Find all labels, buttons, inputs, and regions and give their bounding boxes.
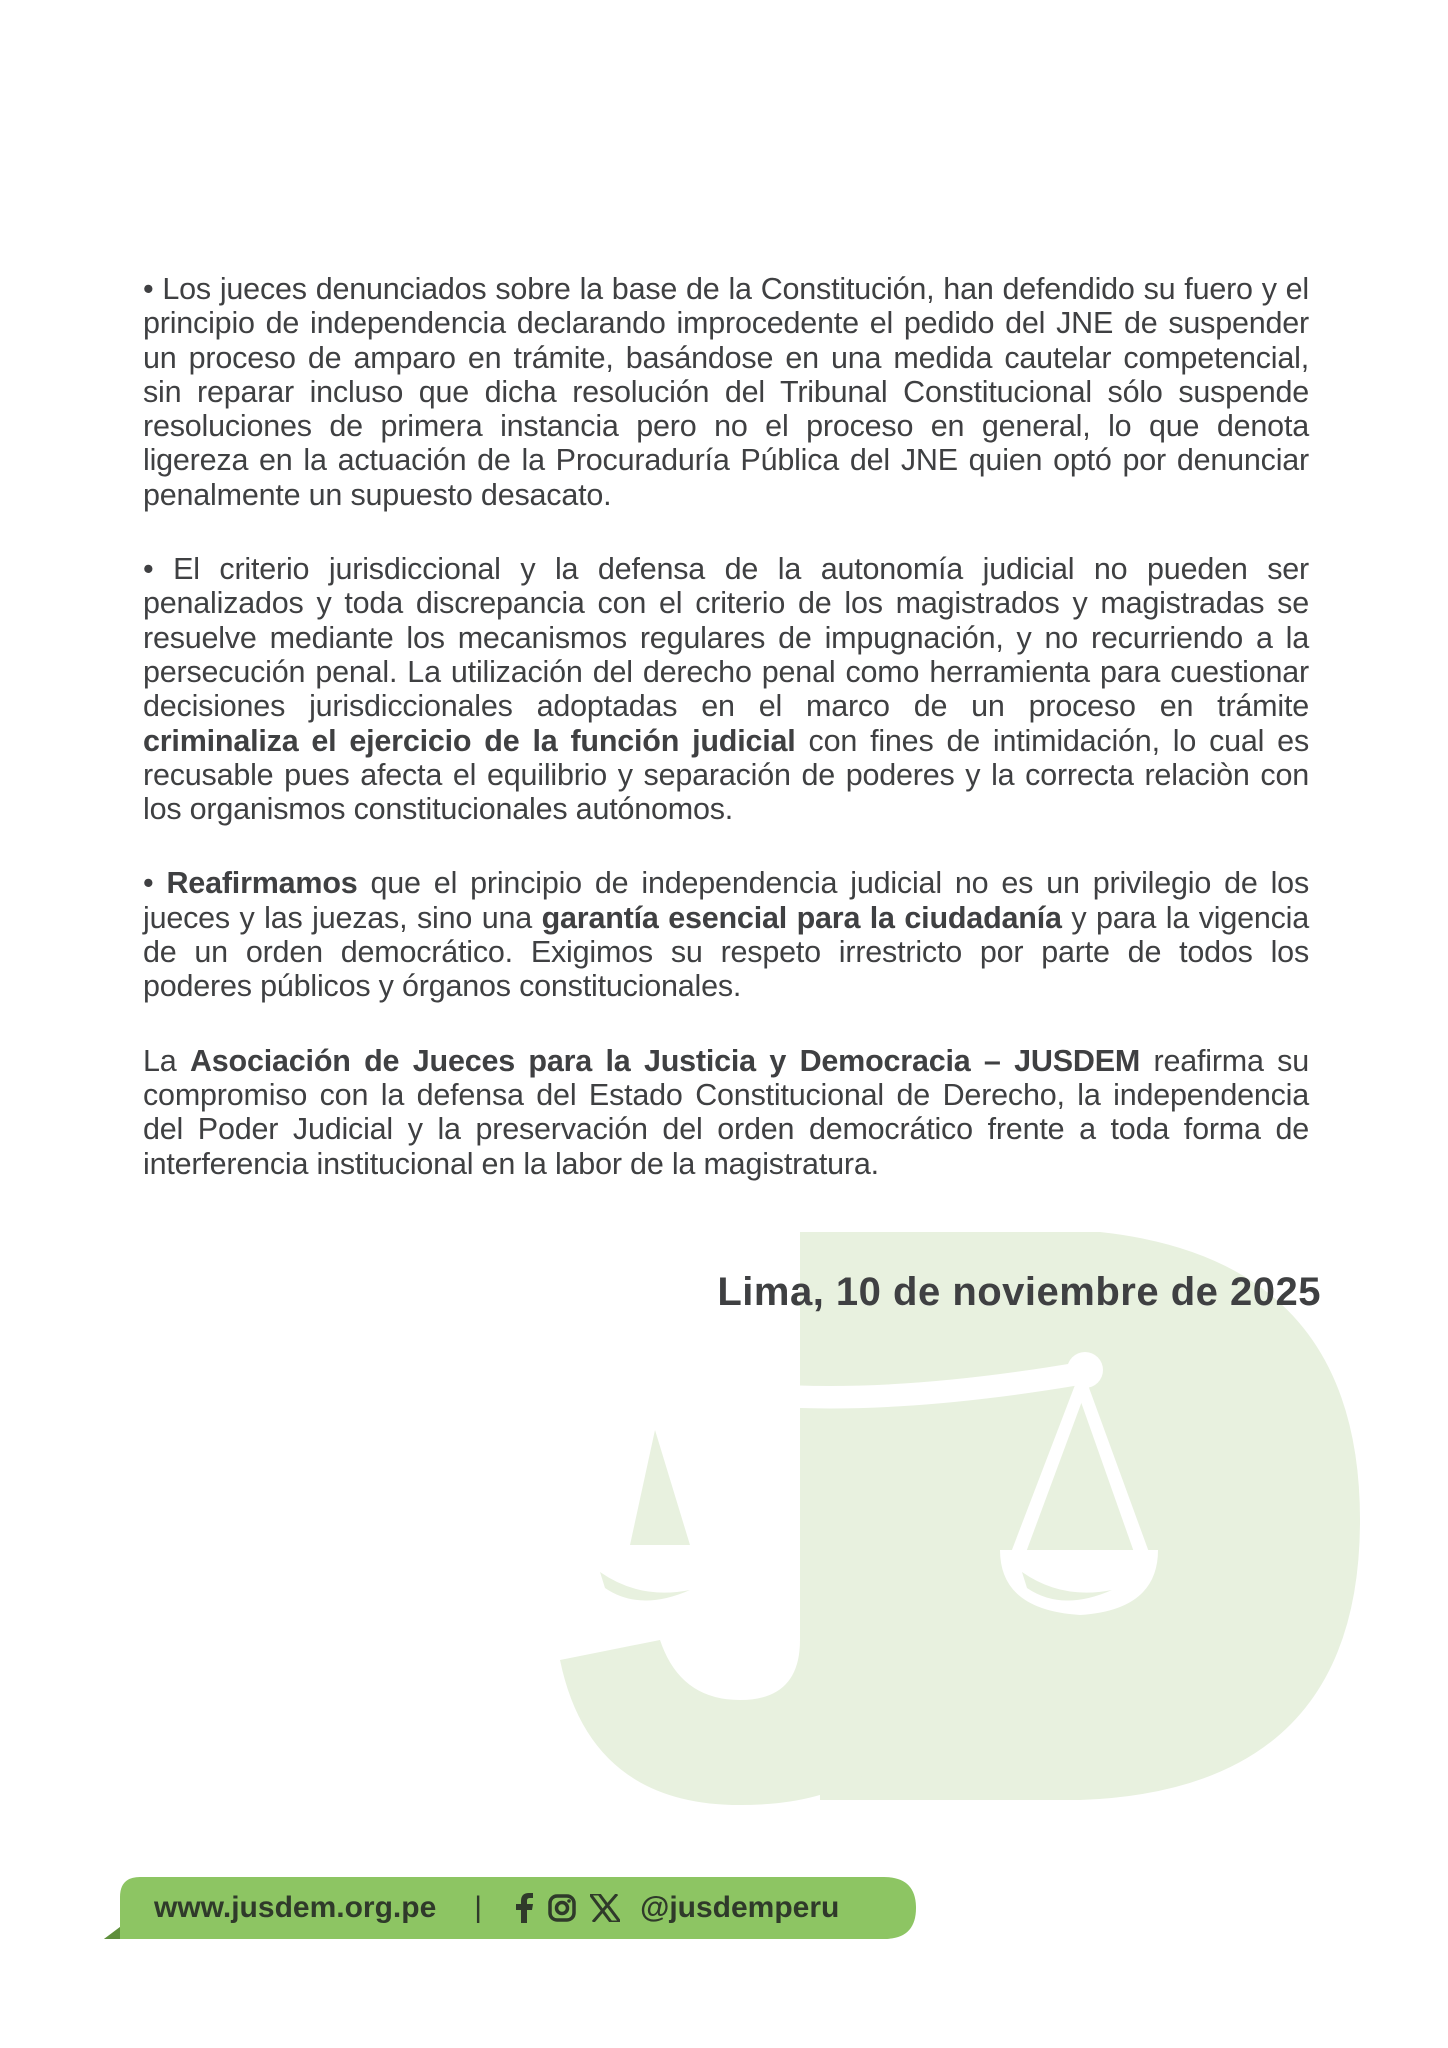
paragraph	[143, 1044, 1309, 1181]
paragraph-text: reafirma su compromiso con la defensa del Estado Constitucional de Derecho, la independencia del Poder Judicial y la preservación del orden democrático frente a toda forma de interferencia institucional en la labor de la magistratura.	[143, 1043, 1309, 1181]
bold-text: criminaliza el ejercicio de la función judicial	[143, 723, 796, 758]
paragraph-text: • El criterio jurisdiccional y la defensa de la autonomía judicial no pueden ser penalizados y toda discrepancia con el criterio de los magistrados y magistradas se resuelve mediante los mecanismos regulares de impugnación, y no recurriendo a la persecución penal. La utilización del derecho penal como herramienta para cuestionar decisiones jurisdiccionales adoptadas en el marco de un proceso en trámite	[143, 552, 1309, 724]
paragraph	[143, 272, 1309, 512]
paragraph	[143, 866, 1309, 1003]
instagram-icon[interactable]	[548, 1894, 576, 1922]
social-handle[interactable]: @jusdemperu	[640, 1891, 840, 1924]
facebook-icon[interactable]	[516, 1893, 534, 1923]
footer-separator: |	[474, 1891, 483, 1924]
statement-body	[143, 272, 1309, 1221]
place-date: Lima, 10 de noviembre de 2025	[717, 1270, 1321, 1314]
bold-text: Asociación de Jueces para la Justicia y Democracia – JUSDEM	[189, 1043, 1141, 1078]
paragraph-text: que el principio de independencia judicial no es un privilegio de los jueces y las juezas, sino una	[143, 866, 1309, 935]
paragraph-text: •	[143, 866, 167, 901]
paragraph-text: La	[143, 1043, 190, 1078]
paragraph-text: y para la vigencia de un orden democrático. Exigimos su respeto irrestricto por parte de todos los poderes públicos y órganos constitucionales.	[143, 900, 1309, 1004]
paragraph	[143, 552, 1309, 826]
bold-text: Reafirmamos	[166, 866, 358, 901]
bold-text: garantía esencial para la ciudadanía	[541, 900, 1062, 935]
x-icon[interactable]	[590, 1894, 620, 1922]
footer-bar	[104, 1877, 916, 1943]
paragraph-text: con fines de intimidación, lo cual es recusable pues afecta el equilibrio y separación de poderes y la correcta relaciòn con los organismos constitucionales autónomos.	[143, 723, 1309, 827]
website-link[interactable]: www.jusdem.org.pe	[154, 1891, 437, 1924]
paragraph-text: • Los jueces denunciados sobre la base de la Constitución, han defendido su fuero y el principio de independencia declarando improcedente el pedido del JNE de suspender un proceso de amparo en trámite, basándose en una medida cautelar competencial, sin reparar incluso que dicha resolución del Tribunal Constitucional sólo suspende resoluciones de primera instancia pero no el proceso en general, lo que denota ligereza en la actuación de la Procuraduría Pública del JNE quien optó por denunciar penalmente un supuesto desacato.	[143, 272, 1309, 512]
